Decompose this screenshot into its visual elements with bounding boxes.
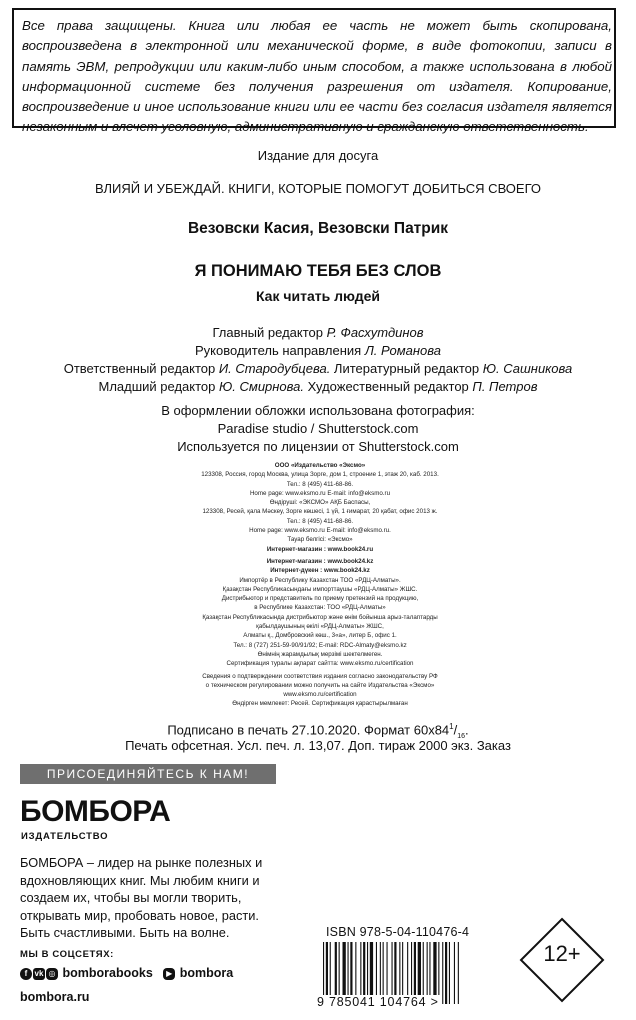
imprint-line: Қазақстан Республикасында дистрибьютор және өнім бойынша арыз-талаптарды xyxy=(202,613,438,621)
imprint-line: Дистрибьютор и представитель по приему претензий на продукцию, xyxy=(221,595,419,603)
social-handle-bombora[interactable]: bombora xyxy=(179,966,234,980)
imprint-line: Home page: www.eksmo.ru E-mail: info@eksmo.ru. xyxy=(249,527,391,535)
print-info-dot: . xyxy=(465,722,469,738)
bombora-logo-subtitle: ИЗДАТЕЛЬСТВО xyxy=(21,831,109,842)
barcode-digits: 9 785041 104764 > xyxy=(317,995,439,1009)
imprint-line: Алматы қ., Домбровский көш., 3«а», литер Б, офис 1. xyxy=(243,632,397,640)
imprint-line: Өндіруші: «ЭКСМО» АҚБ Баспасы, xyxy=(269,499,371,507)
isbn: ISBN 978-5-04-110476-4 xyxy=(326,925,470,939)
imprint-line: www.eksmo.ru/certification xyxy=(283,691,357,699)
social-links xyxy=(20,966,233,980)
authors: Везовски Касия, Везовски Патрик xyxy=(187,220,449,237)
imprint-line: о техническом регулировании можно получить на сайте Издательства «Эксмо» xyxy=(205,681,435,689)
imprint-line: Home page: www.eksmo.ru E-mail: info@eksmo.ru xyxy=(249,489,391,497)
responsible-editor-name: И. Стародубцева. xyxy=(218,361,331,376)
responsible-editor-line xyxy=(0,360,636,378)
imprint-line: Импортёр в Республику Казахстан ТОО «РДЦ-Алматы». xyxy=(239,576,401,584)
youtube-icon[interactable]: ▶ xyxy=(163,968,175,980)
imprint-line: ООО «Издательство «Эксмо» xyxy=(274,462,366,469)
junior-editor-label: Младший редактор xyxy=(98,379,219,394)
art-editor-name: П. Петров xyxy=(472,379,538,394)
head-editor-name: Л. Романова xyxy=(364,343,441,358)
imprint-line: Тауар белгісі: «Эксмо» xyxy=(287,536,353,544)
imprint-line: Қазақстан Республикасындағы импорттаушы «РДЦ-Алматы» ЖШС. xyxy=(222,585,418,593)
social-title: МЫ В СОЦСЕТЯХ: xyxy=(20,949,114,960)
print-signed-text: Подписано в печать 27.10.2020. Формат 60х84 xyxy=(167,722,450,738)
head-editor-line xyxy=(0,342,636,360)
junior-editor-name: Ю. Смирнова. xyxy=(219,379,305,394)
print-info-line-1: Подписано в печать 27.10.2020. Формат $60х84^1/_{16}$. xyxy=(167,722,469,740)
chief-editor-name: Р. Фасхутдинов xyxy=(326,325,424,340)
copyright-notice-box xyxy=(12,8,616,135)
publisher-about: БОМБОРА – лидер на рынке полезных и вдохновляющих книг. Мы любим книги и создаем их, чтобы вы могли творить, открывать мир, пробовать новое, расти. Быть счастливыми. Быть на волне. xyxy=(20,855,263,940)
cover-photo-line-2: Paradise studio / Shutterstock.com xyxy=(217,421,419,436)
imprint-line: Өндірген мемлекет: Ресей. Сертификация қарастырылмаған xyxy=(232,700,408,708)
literary-editor-name: Ю. Сашникова xyxy=(482,361,573,376)
age-rating: 12+ xyxy=(543,941,581,966)
barcode-bar xyxy=(445,942,447,1004)
cover-photo-line-3: Используется по лицензии от Shutterstock.com xyxy=(177,439,459,454)
join-us-banner: ПРИСОЕДИНЯЙТЕСЬ К НАМ! xyxy=(20,764,276,784)
series-name: ВЛИЯЙ И УБЕЖДАЙ. КНИГИ, КОТОРЫЕ ПОМОГУТ ДОБИТЬСЯ СВОЕГО xyxy=(94,181,542,196)
publisher-website[interactable]: bombora.ru xyxy=(20,990,90,1004)
print-info-line-2: Печать офсетная. Усл. печ. л. 13,07. Доп. тираж 2000 экз. Заказ xyxy=(125,738,511,753)
imprint-line: 123308, Ресей, қала Мәскеу, Зорге көшесі, 1 үй, 1 ғимарат, 20 қабат, офис 2013 ж. xyxy=(202,508,438,516)
barcode-bar xyxy=(449,942,450,1004)
imprint-line: қабылдаушының өкілі «РДЦ-Алматы» ЖШС, xyxy=(256,623,384,631)
copyright-notice: Все права защищены. Книга или любая ее часть не может быть скопирована, воспроизведена в электронной или механической форме, в виде фотокопии, записи в память ЭВМ, репродукции или каким-либо иным способом, а также использована в любой информационной системе без получения разрешения от издателя. Копирование, воспроизведение и иное использование книги или ее части без согласия издателя является незаконным и влечет уголовную, административную и гражданскую ответственность. xyxy=(22,18,612,135)
book-subtitle: Как читать людей xyxy=(255,288,381,304)
edition-type: Издание для досуга xyxy=(257,148,379,163)
cover-photo-line-1: В оформлении обложки использована фотография: xyxy=(161,403,475,418)
imprint-line: Тел.: 8 (727) 251-59-90/91/92; E-mail: RDC-Almaty@eksmo.kz xyxy=(233,641,407,649)
chief-editor-label: Главный редактор xyxy=(212,325,327,340)
imprint-line: Өнімнің жарамдылық мерзімі шектелмеген. xyxy=(257,650,383,658)
social-handle-bomborabooks[interactable]: bomborabooks xyxy=(62,966,153,980)
imprint-line: Сертификация туралы ақпарат сайтта: www.eksmo.ru/certification xyxy=(226,660,414,668)
bombora-logo: БОМБОРА xyxy=(20,795,171,828)
literary-editor-label: Литературный редактор xyxy=(330,361,483,376)
imprint-line: в Республике Казахстан: ТОО «РДЦ-Алматы» xyxy=(254,604,386,612)
book-title: Я ПОНИМАЮ ТЕБЯ БЕЗ СЛОВ xyxy=(194,262,442,280)
art-editor-label: Художественный редактор xyxy=(304,379,473,394)
barcode-bar xyxy=(458,942,459,1004)
imprint-line: Тел.: 8 (495) 411-68-86. xyxy=(286,517,354,525)
responsible-editor-label: Ответственный редактор xyxy=(63,361,219,376)
imprint-line: Интернет-магазин : www.book24.ru xyxy=(266,545,374,553)
imprint-line: Интернет-магазин : www.book24.kz xyxy=(266,557,374,565)
publisher-imprint xyxy=(140,461,500,709)
imprint-line: Тел.: 8 (495) 411-68-86. xyxy=(286,480,354,488)
format-denominator: 16 xyxy=(457,732,466,740)
instagram-icon[interactable]: ◎ xyxy=(46,968,58,980)
barcode-bar xyxy=(442,942,443,1004)
barcode-bar xyxy=(454,942,455,1004)
imprint-line: Сведения о подтверждении соответствия издания согласно законодательству РФ xyxy=(202,672,438,680)
vk-icon[interactable]: vk xyxy=(34,968,44,978)
chief-editor-line xyxy=(0,324,636,342)
format-numerator: 1 xyxy=(449,722,454,731)
imprint-line: 123308, Россия, город Москва, улица Зорге, дом 1, строение 1, этаж 20, каб. 2013. xyxy=(201,471,439,479)
head-editor-label: Руководитель направления xyxy=(195,343,365,358)
imprint-line: Интернет-дүкен : www.book24.kz xyxy=(270,567,370,575)
junior-editor-line xyxy=(0,378,636,396)
facebook-icon[interactable]: f xyxy=(20,968,32,980)
